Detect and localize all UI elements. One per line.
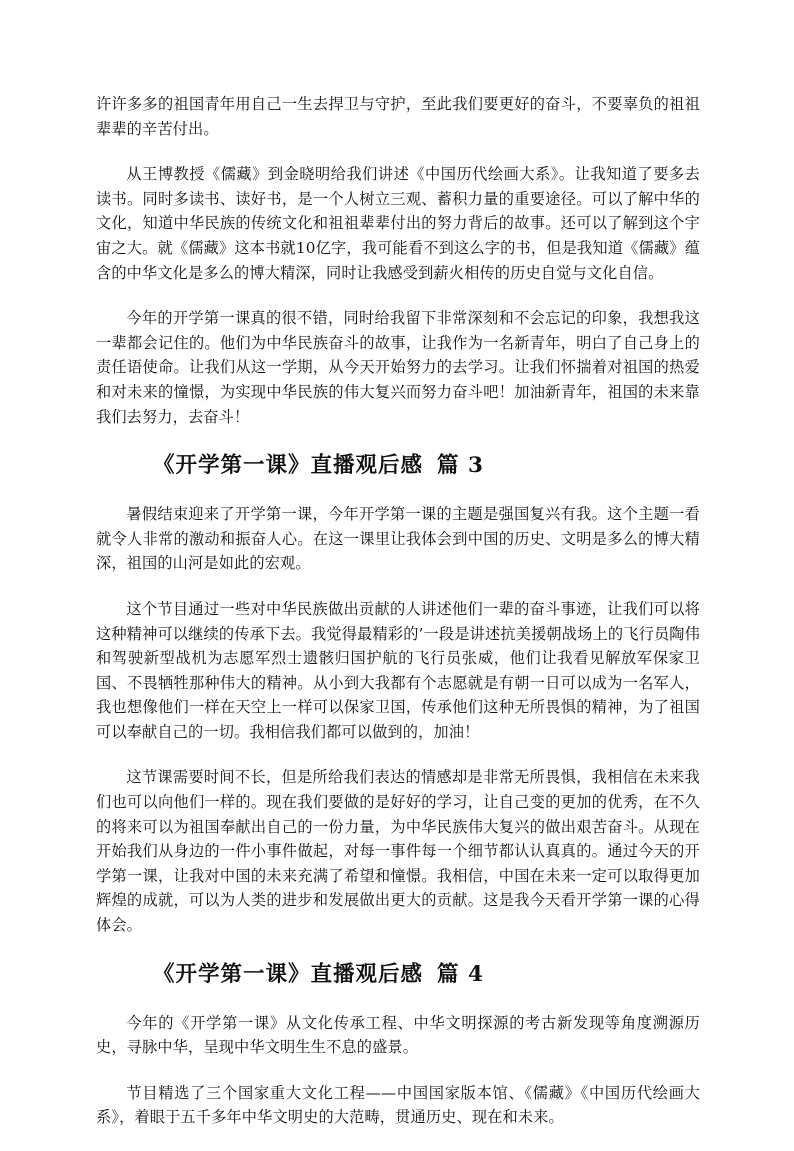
section-4-paragraph: 节目精选了三个国家重大文化工程——中国国家版本馆、《儒藏》《中国历代绘画大系》，着眼于五千多年中华文明史的大范畴，贯通历史、现在和未来。 xyxy=(96,1083,700,1127)
section-3-paragraph: 这节课需要时间不长，但是所给我们表达的情感却是非常无所畏惧，我相信在未来我们也可以向他们一样的。现在我们要做的是好好的学习，让自己变的更加的优秀，在不久的将来可以为祖国奉献出自己的一份力量，为中华民族伟大复兴的做出艰苦奋斗。从现在开始我们从身边的一件小事件做起，对每一事件每一个细节都认认真真的。通过今天的开学第一课，让我对中国的未来充满了希望和憧憬。我相信，中国在未来一定可以取得更加辉煌的成就，可以为人类的进步和发展做出更大的贡献。这是我今天看开学第一课的心得体会。 xyxy=(96,768,700,935)
document-page xyxy=(96,92,700,1151)
paragraph-continuation: 许许多多的祖国青年用自己一生去捍卫与守护，至此我们要更好的奋斗，不要辜负的祖祖辈辈的辛苦付出。 xyxy=(96,95,700,138)
paragraph-impression: 今年的开学第一课真的很不错，同时给我留下非常深刻和不会忘记的印象，我想我这一辈都会记住的。他们为中华民族奋斗的故事，让我作为一名新青年，明白了自己身上的责任语使命。让我们从这一学期，从今天开始努力的去学习。让我们怀揣着对祖国的热爱和对未来的憧憬，为实现中华民族的伟大复兴而努力奋斗吧！加油新青年，祖国的未来靠我们去努力，去奋斗！ xyxy=(96,309,700,426)
section-heading-4 xyxy=(96,959,700,991)
section-4-title: 《开学第一课》直播观后感 xyxy=(153,961,424,987)
paragraph-reading-books: 从王博教授《儒藏》到金晓明给我们讲述《中国历代绘画大系》。让我知道了要多去读书。同时多读书、读好书，是一个人树立三观、蓄积力量的重要途径。可以了解中华的文化，知道中华民族的传统文化和祖祖辈辈付出的努力背后的故事。还可以了解到这个宇宙之大。就《儒藏》这本书就10亿字，我可能看不到这么字的书，但是我知道《儒藏》蕴含的中华文化是多么的博大精深，同时让我感受到薪火相传的历史自觉与文化自信。 xyxy=(96,165,700,282)
section-3-paragraph: 暑假结束迎来了开学第一课，今年开学第一课的主题是强国复兴有我。这个主题一看就令人非常的激动和振奋人心。在这一课里让我体会到中国的历史、文明是多么的博大精深，祖国的山河是如此的宏观。 xyxy=(96,505,700,573)
section-3-title: 《开学第一课》直播观后感 xyxy=(153,453,424,479)
section-4-paragraph: 今年的《开学第一课》从文化传承工程、中华文明探源的考古新发现等角度溯源历史，寻脉中华，呈现中华文明生生不息的盛景。 xyxy=(96,1013,700,1057)
section-4-label: 篇 4 xyxy=(437,961,484,987)
section-heading-3 xyxy=(96,450,700,482)
section-3-label: 篇 3 xyxy=(437,453,484,479)
section-3-paragraph: 这个节目通过一些对中华民族做出贡献的人讲述他们一辈的奋斗事迹，让我们可以将这种精神可以继续的传承下去。我觉得最精彩的’一段是讲述抗美援朝战场上的飞行员陶伟和驾驶新型战机为志愿军烈士遗骸归国护航的飞行员张威，他们让我看见解放军保家卫国、不畏牺牲那种伟大的精神。从小到大我都有个志愿就是有朝一日可以成为一名军人，我也想像他们一样在天空上一样可以保家卫国，传承他们这种无所畏惧的精神，为了祖国可以奉献自己的一切。我相信我们都可以做到的，加油！ xyxy=(96,599,700,741)
